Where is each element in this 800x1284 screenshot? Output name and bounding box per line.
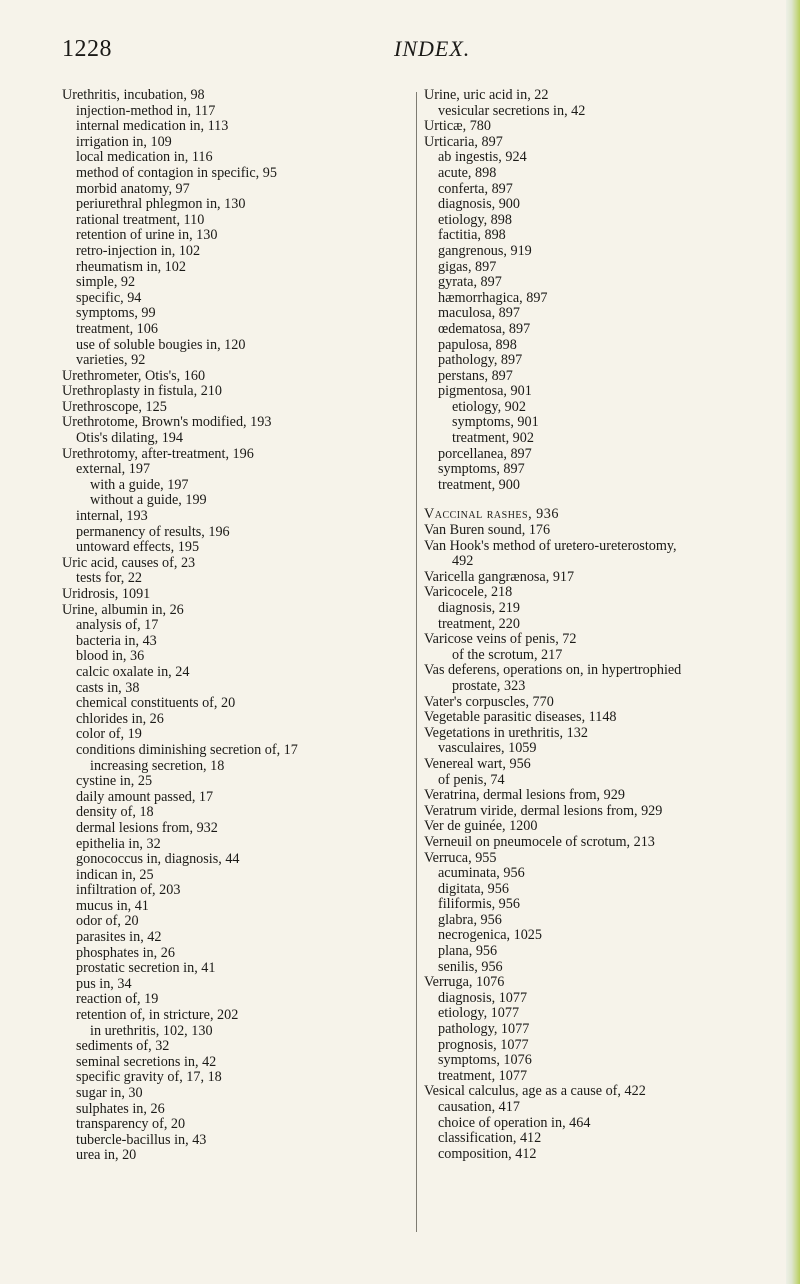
page-header (56, 36, 756, 76)
index-subentry: prognosis, 1077 (438, 1036, 529, 1053)
index-subentry: pathology, 897 (438, 352, 523, 369)
index-subentry: chemical constituents of, 20 (76, 695, 236, 712)
index-subentry: sediments of, 32 (76, 1038, 170, 1055)
index-entry: Uridrosis, 1091 (62, 586, 151, 602)
index-subentry: œdematosa, 897 (438, 320, 531, 337)
index-subentry: treatment, 220 (438, 615, 520, 632)
index-entry: Varicose veins of penis, 72 (424, 631, 577, 648)
index-subentry: gonococcus in, diagnosis, 44 (76, 851, 240, 868)
index-subentry: internal, 193 (76, 508, 148, 525)
index-subentry: etiology, 902 (452, 398, 526, 415)
index-subentry: pigmentosa, 901 (438, 383, 532, 400)
index-subentry: with a guide, 197 (90, 476, 189, 493)
index-subentry: reaction of, 19 (76, 991, 159, 1008)
index-subentry: phosphates in, 26 (76, 944, 175, 961)
index-subentry: Otis's dilating, 194 (76, 430, 183, 447)
index-entry: Urticaria, 897 (424, 133, 503, 150)
index-subentry: sugar in, 30 (76, 1085, 143, 1101)
index-subentry: treatment, 106 (76, 320, 158, 337)
index-subentry: prostate, 323 (452, 677, 526, 694)
index-entry: Van Hook's method of uretero-ureterostomy, (424, 537, 677, 554)
index-entry: Van Buren sound, 176 (424, 522, 551, 539)
index-subentry: periurethral phlegmon in, 130 (76, 196, 246, 213)
index-subentry: symptoms, 1076 (438, 1052, 532, 1069)
index-subentry: retention of, in stricture, 202 (76, 1007, 239, 1024)
index-subentry: urea in, 20 (76, 1147, 137, 1164)
index-entry: Veratrina, dermal lesions from, 929 (424, 787, 625, 804)
index-subentry: symptoms, 99 (76, 305, 156, 322)
index-column-left (62, 88, 407, 1164)
index-subentry: ab ingestis, 924 (438, 149, 527, 166)
index-subentry: of penis, 74 (438, 771, 505, 788)
index-subentry: vesicular secretions in, 42 (438, 102, 586, 119)
index-subentry: etiology, 1077 (438, 1005, 520, 1022)
index-entry: Varicella gangrænosa, 917 (424, 568, 575, 585)
section-gap (424, 493, 796, 507)
index-subentry: specific, 94 (76, 289, 142, 306)
index-subentry: untoward effects, 195 (76, 539, 200, 556)
index-subentry: injection-method in, 117 (76, 102, 216, 119)
index-entry: Urethrometer, Otis's, 160 (62, 367, 206, 384)
index-entry: Ver de guinée, 1200 (424, 818, 538, 835)
index-subentry: plana, 956 (438, 943, 498, 960)
index-subentry: tests for, 22 (76, 570, 143, 587)
index-subentry: retention of urine in, 130 (76, 227, 218, 244)
index-subentry: conferta, 897 (438, 180, 513, 197)
index-subentry: in urethritis, 102, 130 (90, 1022, 213, 1039)
index-subentry: treatment, 900 (438, 476, 520, 493)
index-subentry: parasites in, 42 (76, 929, 162, 946)
index-subentry: diagnosis, 900 (438, 196, 520, 213)
index-subentry: of the scrotum, 217 (452, 646, 563, 663)
index-subentry: diagnosis, 219 (438, 600, 520, 616)
index-subentry: transparency of, 20 (76, 1116, 186, 1133)
index-entry: Veratrum viride, dermal lesions from, 929 (424, 802, 663, 819)
index-subentry: chlorides in, 26 (76, 710, 164, 727)
index-subentry: increasing secretion, 18 (90, 757, 225, 774)
index-subentry: casts in, 38 (76, 679, 140, 696)
index-entry: Urethroplasty in fistula, 210 (62, 383, 222, 400)
index-entry: Verruga, 1076 (424, 974, 505, 991)
index-subentry: factitia, 898 (438, 227, 506, 244)
index-subentry: maculosa, 897 (438, 305, 520, 322)
index-entry: Vegetations in urethritis, 132 (424, 724, 588, 741)
index-subentry: acuminata, 956 (438, 865, 525, 882)
index-entry: Urethrotomy, after-treatment, 196 (62, 445, 254, 462)
index-subentry: epithelia in, 32 (76, 835, 161, 852)
index-entry: Venereal wart, 956 (424, 755, 531, 772)
index-subentry: symptoms, 897 (438, 461, 525, 478)
index-subentry: 492 (452, 553, 474, 570)
index-subentry: varieties, 92 (76, 352, 146, 369)
index-subentry: irrigation in, 109 (76, 133, 172, 150)
index-subentry: bacteria in, 43 (76, 632, 157, 649)
index-subentry: retro-injection in, 102 (76, 242, 201, 259)
page-number: 1228 (62, 36, 112, 62)
index-subentry: vasculaires, 1059 (438, 740, 537, 757)
index-subentry: rheumatism in, 102 (76, 258, 186, 275)
index-subentry: use of soluble bougies in, 120 (76, 336, 246, 353)
index-subentry: hæmorrhagica, 897 (438, 289, 548, 306)
column-divider (416, 92, 417, 1232)
index-subentry: density of, 18 (76, 804, 154, 821)
index-subentry: calcic oxalate in, 24 (76, 663, 190, 680)
index-subentry: odor of, 20 (76, 913, 139, 930)
index-entry: Vaccinal rashes, 936 (424, 506, 559, 523)
index-subentry: method of contagion in specific, 95 (76, 164, 277, 181)
index-entry: Verruca, 955 (424, 849, 497, 866)
index-entry: Urine, uric acid in, 22 (424, 87, 549, 103)
index-subentry: simple, 92 (76, 274, 136, 291)
index-subentry: gyrata, 897 (438, 274, 502, 291)
index-subentry: infiltration of, 203 (76, 882, 181, 899)
index-subentry: perstans, 897 (438, 367, 513, 384)
index-entry: Vater's corpuscles, 770 (424, 693, 554, 710)
index-entry: Vas deferens, operations on, in hypertrophied (424, 662, 682, 679)
index-entry: Uric acid, causes of, 23 (62, 554, 196, 571)
index-column-right (424, 88, 796, 1162)
index-subentry: causation, 417 (438, 1099, 520, 1115)
index-subentry: conditions diminishing secretion of, 17 (76, 741, 298, 758)
index-subentry: papulosa, 898 (438, 336, 517, 353)
index-subentry: pus in, 34 (76, 975, 132, 992)
index-subentry: indican in, 25 (76, 866, 154, 883)
index-entry: Urethroscope, 125 (62, 398, 167, 415)
index-subentry: gigas, 897 (438, 258, 497, 275)
index-subentry: senilis, 956 (438, 958, 503, 975)
index-subentry: treatment, 1077 (438, 1067, 528, 1084)
index-subentry: cystine in, 25 (76, 773, 153, 790)
index-subentry: etiology, 898 (438, 211, 512, 228)
index-subentry: choice of operation in, 464 (438, 1114, 591, 1131)
index-subentry: rational treatment, 110 (76, 211, 205, 228)
index-subentry: local medication in, 116 (76, 149, 213, 166)
index-entry: Urticæ, 780 (424, 118, 491, 135)
index-subentry: porcellanea, 897 (438, 445, 532, 462)
index-entry: Urine, albumin in, 26 (62, 601, 184, 618)
index-subentry: specific gravity of, 17, 18 (76, 1069, 222, 1086)
index-subentry: treatment, 902 (452, 430, 534, 447)
index-subentry: without a guide, 199 (90, 492, 207, 509)
index-subentry: classification, 412 (438, 1130, 542, 1147)
index-subentry: prostatic secretion in, 41 (76, 960, 216, 977)
index-subentry: tubercle-bacillus in, 43 (76, 1131, 207, 1148)
index-subentry: necrogenica, 1025 (438, 927, 542, 944)
index-subentry: gangrenous, 919 (438, 242, 532, 259)
index-entry: Urethritis, incubation, 98 (62, 87, 205, 103)
index-subentry: mucus in, 41 (76, 897, 149, 914)
index-subentry: permanency of results, 196 (76, 523, 230, 540)
index-subentry: digitata, 956 (438, 880, 509, 897)
index-entry: Urethrotome, Brown's modified, 193 (62, 414, 272, 431)
index-subentry: morbid anatomy, 97 (76, 180, 190, 197)
index-entry: Vesical calculus, age as a cause of, 422 (424, 1083, 646, 1100)
index-subentry: composition, 412 (438, 1145, 537, 1162)
index-subentry: pathology, 1077 (438, 1021, 530, 1038)
index-subentry: daily amount passed, 17 (76, 788, 214, 805)
index-subentry: external, 197 (76, 461, 151, 478)
index-subentry: internal medication in, 113 (76, 118, 229, 135)
index-entry: Vegetable parasitic diseases, 1148 (424, 709, 617, 726)
running-title: INDEX. (394, 36, 471, 61)
index-subentry: symptoms, 901 (452, 414, 539, 431)
index-subentry: dermal lesions from, 932 (76, 819, 218, 836)
index-subentry: sulphates in, 26 (76, 1100, 165, 1117)
index-entry: Verneuil on pneumocele of scrotum, 213 (424, 833, 655, 850)
index-subentry: acute, 898 (438, 164, 497, 181)
index-subentry: analysis of, 17 (76, 617, 159, 634)
index-subentry: blood in, 36 (76, 648, 145, 665)
index-subentry: diagnosis, 1077 (438, 989, 528, 1006)
index-subentry: filiformis, 956 (438, 896, 520, 913)
index-subentry: color of, 19 (76, 726, 142, 743)
index-subentry: glabra, 956 (438, 911, 502, 928)
index-entry: Varicocele, 218 (424, 584, 513, 601)
index-subentry: seminal secretions in, 42 (76, 1053, 217, 1070)
